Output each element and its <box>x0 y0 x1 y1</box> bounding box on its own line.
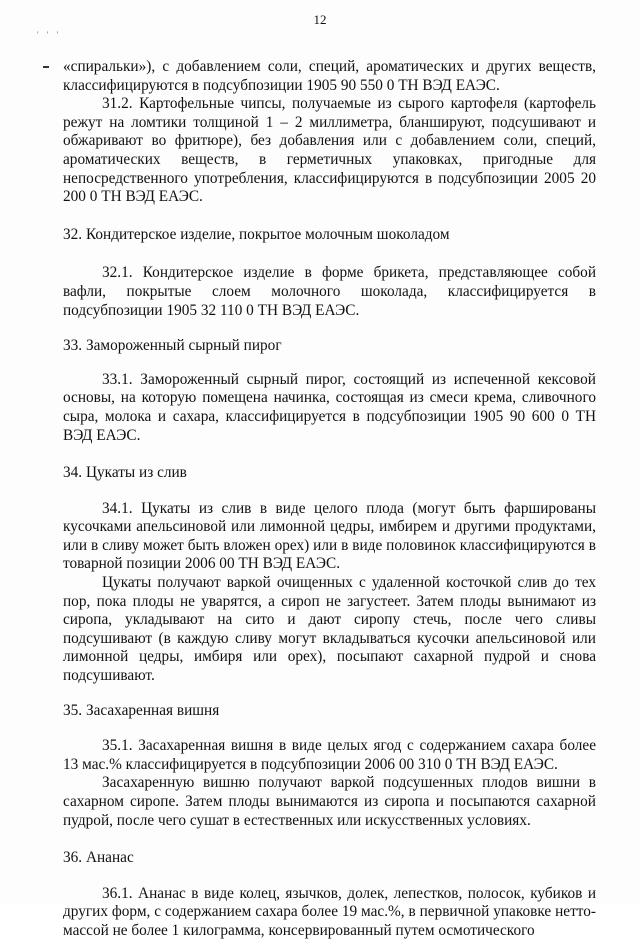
paragraph-32-1: 32.1. Кондитерское изделие в форме брикета, представляющее собой вафли, покрытые слоем молочного шоколада, классифицируется в подсубпозиции 1905 32 110 0 ТН ВЭД ЕАЭС. <box>63 264 596 319</box>
paragraph-34-1: 34.1. Цукаты из слив в виде целого плода (могут быть фаршированы кусочками апельсиновой или лимонной цедры, имбирем и другими продуктами, или в сливу может быть вложен орех) или в виде половинок классифицируются в товарной позиции 2006 00 ТН ВЭД ЕАЭС. <box>63 499 596 573</box>
section-heading-33: 33. Замороженный сырный пирог <box>63 337 282 355</box>
paragraph-35-1: 35.1. Засахаренная вишня в виде целых ягод с содержанием сахара более 13 мас.% классифицируется в подсубпозиции 2006 00 310 0 ТН ВЭД ЕАЭС. <box>63 737 596 773</box>
margin-mark <box>43 66 49 68</box>
paragraph-31-2: 31.2. Картофельные чипсы, получаемые из сырого картофеля (картофель режут на ломтики толщиной 1 – 2 миллиметра, бланшируют, подсушивают и обжаривают во фритюре), без добавления или с добавлением соли, специй, ароматических веществ, в герметичных упаковках, пригодные для непосредственного употребления, классифицируются в подсубпозиции 2005 20 200 0 ТН ВЭД ЕАЭС. <box>63 95 596 206</box>
scan-artifact-marks: ' ' ' <box>37 30 62 40</box>
paragraph-continuation: «спиральки»), с добавлением соли, специй, ароматических и других веществ, классифицируются в подсубпозиции 1905 90 550 0 ТН ВЭД ЕАЭС. <box>63 58 596 94</box>
document-body <box>63 58 596 941</box>
section-heading-32: 32. Кондитерское изделие, покрытое молочным шоколадом <box>63 225 450 243</box>
paragraph-33-1: 33.1. Замороженный сырный пирог, состоящий из испеченной кексовой основы, на которую помещена начинка, состоящая из смеси крема, сливочного сыра, молока и сахара, классифицируется в подсубпозиции 1905 90 600 0 ТН ВЭД ЕАЭС. <box>63 370 596 444</box>
paragraph-34-2: Цукаты получают варкой очищенных с удаленной косточкой слив до тех пор, пока плоды не уварятся, а сироп не загустеет. Затем плоды вынимают из сиропа, укладывают на сито и дают сиропу стечь, после чего сливы подсушивают (в каждую сливу могут вкладываться кусочки апельсиновой или лимонной цедры, имбиря или орех), посыпают сахарной пудрой и снова подсушивают. <box>63 574 596 685</box>
paragraph-35-2: Засахаренную вишню получают варкой подсушенных плодов вишни в сахарном сиропе. Затем плоды вынимаются из сиропа и посыпаются сахарной пудрой, после чего сушат в естественных или искусственных условиях. <box>63 774 596 829</box>
page-number: 12 <box>313 12 327 27</box>
section-heading-34: 34. Цукаты из слив <box>63 464 187 482</box>
section-heading-36: 36. Ананас <box>63 849 134 867</box>
paragraph-36-1: 36.1. Ананас в виде колец, язычков, долек, лепестков, полосок, кубиков и других форм, с содержанием сахара более 19 мас.%, в первичной упаковке нетто-массой не более 1 килограмма, консервированный путем осмотического <box>63 884 596 939</box>
section-heading-35: 35. Засахаренная вишня <box>63 701 220 719</box>
